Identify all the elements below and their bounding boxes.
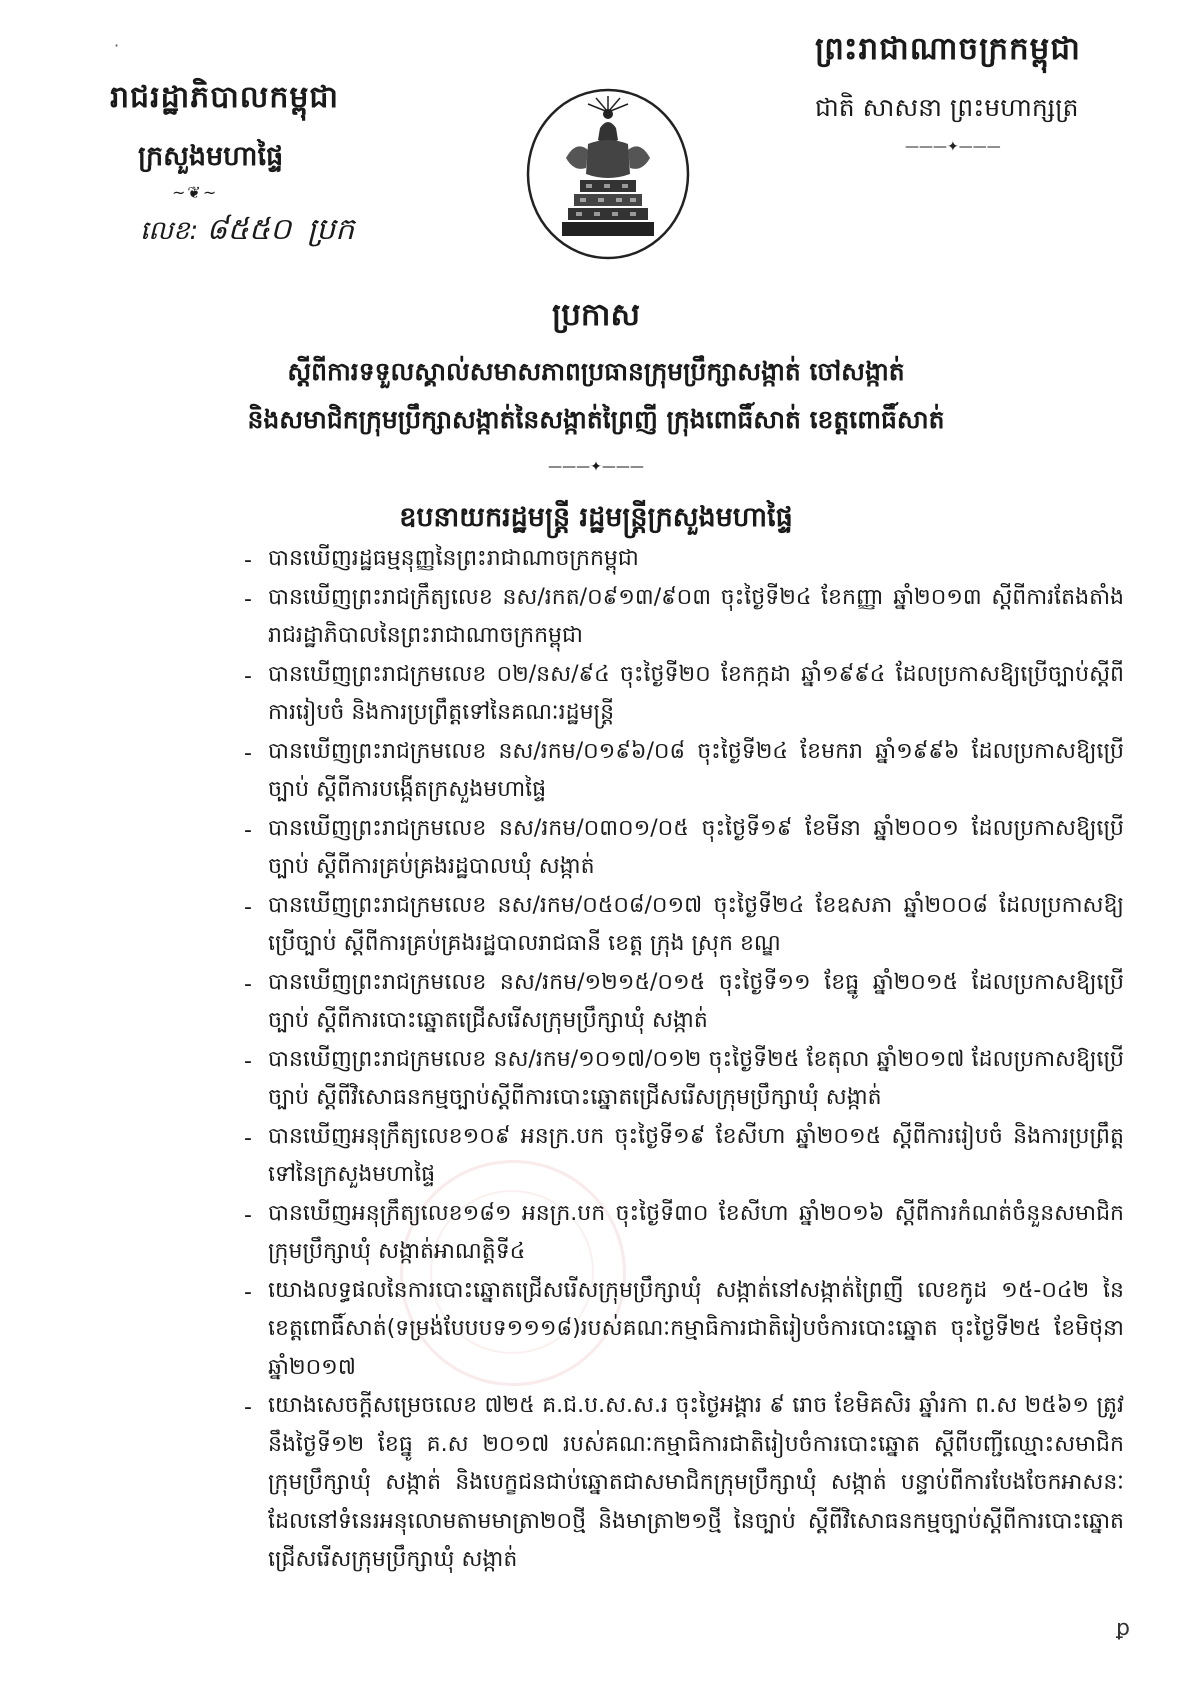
ornament-divider: ———✦———	[905, 139, 1001, 155]
reference-value: ៨៥៥០	[206, 212, 292, 247]
list-item	[244, 810, 1124, 887]
list-item	[244, 964, 1124, 1041]
list-dash: -	[244, 971, 252, 997]
list-item	[244, 656, 1124, 733]
list-item	[244, 1041, 1124, 1118]
list-item-text: បានឃើញព្រះរាជក្រមលេខ នស/រកម/១០១៧/០១២ ចុះថ្ងៃទី២៥ ខែតុលា ឆ្នាំ២០១៧ ដែលប្រកាសឱ្យប្រើច្បាប់ ស្តីពីវិសោធនកម្មច្បាប់ស្តីពីការបោះឆ្នោតជ្រើសរើសក្រុមប្រឹក្សាឃុំ សង្កាត់	[268, 1046, 1124, 1110]
kingdom-motto-block	[815, 30, 1145, 155]
list-dash: -	[244, 1048, 252, 1074]
list-dash: -	[244, 663, 252, 689]
list-dash: -	[244, 1395, 252, 1420]
list-item-text: បានឃើញព្រះរាជក្រមលេខ នស/រកម/០៣០១/០៥ ចុះថ្ងៃទី១៩ ខែមីនា ឆ្នាំ២០០១ ដែលប្រកាសឱ្យប្រើច្បាប់ ស្តីពីការគ្រប់គ្រងរដ្ឋបាលឃុំ សង្កាត់	[268, 815, 1124, 879]
list-item-text: បានឃើញព្រះរាជក្រមលេខ ០២/នស/៩៤ ចុះថ្ងៃទី២០ ខែកក្កដា ឆ្នាំ១៩៩៤ ដែលប្រកាសឱ្យប្រើច្បាប់ស្តីពីការរៀបចំ និងការប្រព្រឹត្តទៅនៃគណៈរដ្ឋមន្ត្រី	[268, 661, 1124, 725]
ornament-divider: ~❦~	[172, 183, 219, 202]
list-item	[244, 1387, 1124, 1580]
document-title-block	[0, 296, 1192, 540]
list-item-text: យោងលទ្ធផលនៃការបោះឆ្នោតជ្រើសរើសក្រុមប្រឹក្សាឃុំ សង្កាត់នៅសង្កាត់ព្រៃញី លេខកូដ ១៥-០៤២ នៃខេត្តពោធិ៍សាត់(ទម្រង់បែបបទ១១១៨)របស់គណៈកម្មាធិការជាតិរៀបចំការបោះឆ្នោត ចុះថ្ងៃទី២៥ ខែមិថុនា ឆ្នាំ២០១៧	[268, 1277, 1124, 1380]
list-item	[244, 579, 1124, 656]
subject-line-1: ស្តីពីការទទួលស្គាល់សមាសភាពប្រធានក្រុមប្រឹក្សាសង្កាត់ ចៅសង្កាត់	[287, 357, 905, 386]
ministry-seal-emblem	[526, 88, 691, 260]
reference-suffix: ប្រក	[307, 212, 355, 247]
subject-line-2: និងសមាជិកក្រុមប្រឹក្សាសង្កាត់នៃសង្កាត់ព្រៃញី ក្រុងពោធិ៍សាត់ ខេត្តពោធិ៍សាត់	[247, 405, 945, 434]
reference-label: លេខ:	[140, 216, 199, 246]
list-item	[244, 1195, 1124, 1272]
list-item	[244, 733, 1124, 810]
list-dash: -	[244, 1202, 252, 1228]
list-item-text: បានឃើញព្រះរាជក្រមលេខ នស/រកម/០៥០៨/០១៧ ចុះថ្ងៃទី២៤ ខែឧសភា ឆ្នាំ២០០៨ ដែលប្រកាសឱ្យប្រើច្បាប់ ស្តីពីការគ្រប់គ្រងរដ្ឋបាលរាជធានី ខេត្ត ក្រុង ស្រុក ខណ្ឌ	[268, 892, 1124, 956]
list-dash: -	[244, 1279, 252, 1305]
kingdom-name: ព្រះរាជាណាចក្រកម្ពុជា	[815, 31, 1081, 67]
list-dash: -	[244, 817, 252, 843]
list-item-text: យោងសេចក្តីសម្រេចលេខ ៧២៥ គ.ជ.ប.ស.ស.រ ចុះថ្ងៃអង្គារ ៩ រោច ខែមិគសិរ ឆ្នាំរកា ព.ស ២៥៦១ ត្រូវនឹងថ្ងៃទី១២ ខែធ្នូ គ.ស ២០១៧ របស់គណៈកម្មាធិការជាតិរៀបចំការបោះឆ្នោត ស្តីពីបញ្ជីឈ្មោះសមាជិកក្រុមប្រឹក្សាឃុំ សង្កាត់ និងបេក្ខជនជាប់ឆ្នោតជាសមាជិកក្រុមប្រឹក្សាឃុំ សង្កាត់ បន្ទាប់ពីការបែងចែកអាសនៈដែលនៅទំនេរអនុលោមតាមមាត្រា២០ថ្មី និងមាត្រា២១ថ្មី នៃច្បាប់ ស្តីពីវិសោធនកម្មច្បាប់ស្តីពីការបោះឆ្នោតជ្រើសរើសក្រុមប្រឹក្សាឃុំ សង្កាត់	[268, 1393, 1124, 1572]
ministry-name: ក្រសួងមហាផ្ទៃ	[138, 141, 284, 172]
list-dash: -	[244, 586, 252, 612]
list-item-text: បានឃើញព្រះរាជក្រមលេខ នស/រកម/១២១៥/០១៥ ចុះថ្ងៃទី១១ ខែធ្នូ ឆ្នាំ២០១៥ ដែលប្រកាសឱ្យប្រើច្បាប់ ស្តីពីការបោះឆ្នោតជ្រើសរើសក្រុមប្រឹក្សាឃុំ សង្កាត់	[268, 969, 1124, 1033]
legal-basis-list	[244, 540, 1124, 1580]
national-motto: ជាតិ សាសនា ព្រះមហាក្សត្រ	[815, 93, 1079, 122]
government-name: រាជរដ្ឋាភិបាលកម្ពុជា	[110, 80, 339, 115]
list-item	[244, 1272, 1124, 1388]
list-item	[244, 1118, 1124, 1195]
list-item-text: បានឃើញអនុក្រឹត្យលេខ១៨១ អនក្រ.បក ចុះថ្ងៃទី៣០ ខែសីហា ឆ្នាំ២០១៦ ស្តីពីការកំណត់ចំនួនសមាជិកក្រុមប្រឹក្សាឃុំ សង្កាត់អាណត្តិទី៤	[268, 1200, 1124, 1264]
issuing-authority-block	[110, 78, 410, 254]
list-dash: -	[244, 740, 252, 766]
list-item	[244, 887, 1124, 964]
speck-mark: ·	[114, 36, 120, 55]
list-dash: -	[244, 1125, 252, 1151]
initial-mark: ꝑ	[1116, 1616, 1130, 1641]
issuer-title: ឧបនាយករដ្ឋមន្ត្រី រដ្ឋមន្ត្រីក្រសួងមហាផ្ទៃ	[399, 502, 793, 533]
list-dash: -	[244, 548, 252, 573]
list-item-text: បានឃើញព្រះរាជក្រមលេខ នស/រកម/០១៩៦/០៨ ចុះថ្ងៃទី២៤ ខែមករា ឆ្នាំ១៩៩៦ ដែលប្រកាសឱ្យប្រើច្បាប់ ស្តីពីការបង្កើតក្រសួងមហាផ្ទៃ	[268, 738, 1124, 802]
list-item-text: បានឃើញអនុក្រឹត្យលេខ១០៩ អនក្រ.បក ចុះថ្ងៃទី១៩ ខែសីហា ឆ្នាំ២០១៥ ស្តីពីការរៀបចំ និងការប្រព្រឹត្តទៅនៃក្រសួងមហាផ្ទៃ	[268, 1123, 1124, 1187]
list-item	[244, 540, 1124, 579]
list-dash: -	[244, 894, 252, 920]
list-item-text: បានឃើញព្រះរាជក្រឹត្យលេខ នស/រកត/០៩១៣/៩០៣ ចុះថ្ងៃទី២៤ ខែកញ្ញា ឆ្នាំ២០១៣ ស្តីពីការតែងតាំងរាជរដ្ឋាភិបាលនៃព្រះរាជាណាចក្រកម្ពុជា	[268, 584, 1124, 648]
list-item-text: បានឃើញរដ្ឋធម្មនុញ្ញនៃព្រះរាជាណាចក្រកម្ពុជា	[268, 546, 639, 571]
reference-number	[110, 210, 410, 254]
ornament-divider: ———✦———	[548, 459, 644, 475]
document-type-title: ប្រកាស	[552, 297, 640, 333]
